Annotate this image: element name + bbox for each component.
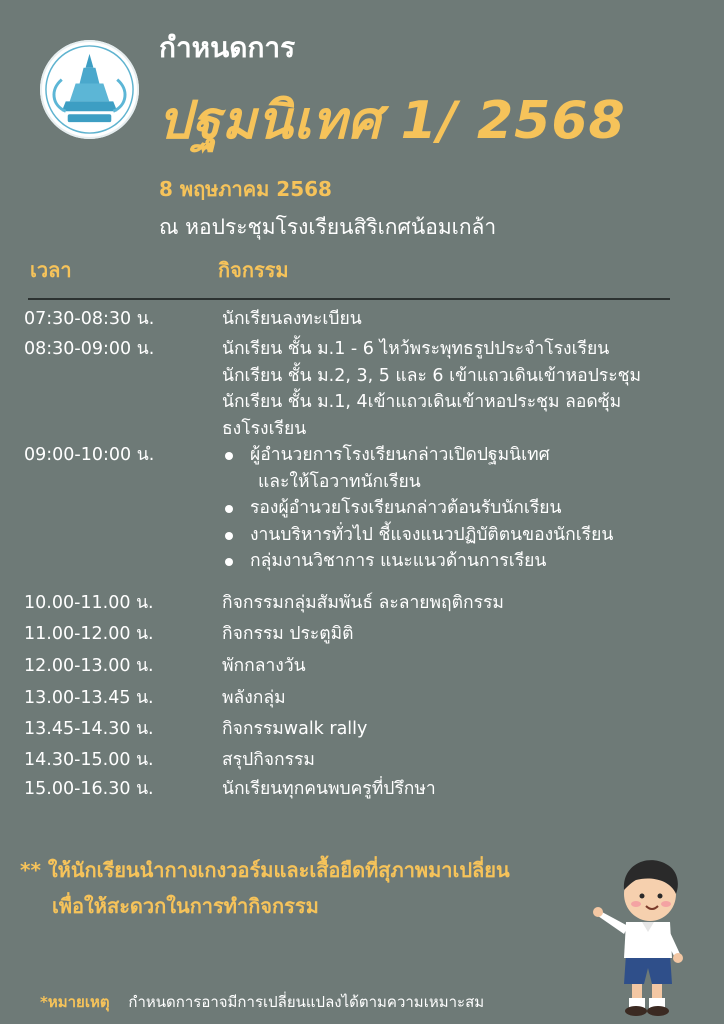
bullet-text: งานบริหารทั่วไป ชี้แจงแนวปฏิบัติตนของนักเรียน xyxy=(250,524,614,545)
column-header-time: เวลา xyxy=(30,258,72,282)
activity-line: กิจกรรมwalk rally xyxy=(222,719,368,739)
note-line-1: ** ให้นักเรียนนำกางเกงวอร์มและเสื้อยืดที่สุภาพมาเปลี่ยน xyxy=(20,858,510,882)
activity-line: นักเรียนลงทะเบียน xyxy=(222,309,362,329)
header-divider xyxy=(28,298,670,300)
activity-line: นักเรียน ชั้น ม.1 - 6 ไหว้พระพุทธรูปประจำโรงเรียน xyxy=(222,339,610,359)
event-date: 8 พฤษภาคม 2568 xyxy=(159,177,332,201)
footer-label: *หมายเหตุ xyxy=(40,993,110,1011)
schedule-activity xyxy=(222,747,692,774)
schedule-activity xyxy=(222,685,692,712)
bullet-text: รองผู้อำนวยโรงเรียนกล่าวต้อนรับนักเรียน xyxy=(250,498,562,518)
dress-code-note xyxy=(20,852,510,924)
event-venue: ณ หอประชุมโรงเรียนสิริเกศน้อมเกล้า xyxy=(159,215,497,239)
header-title: ปฐมนิเทศ 1/ 2568 xyxy=(158,91,626,151)
schedule-time: 09:00-10:00 น. xyxy=(24,445,155,465)
bullet-text-continued: และให้โอวาทนักเรียน xyxy=(258,471,421,492)
schedule-time: 07:30-08:30 น. xyxy=(24,309,155,329)
activity-line: พลังกลุ่ม xyxy=(222,688,286,708)
activity-line: สรุปกิจกรรม xyxy=(222,750,315,770)
schedule-activity xyxy=(222,306,692,333)
activity-line: นักเรียน ชั้น ม.1, 4เข้าแถวเดินเข้าหอประชุม ลอดซุ้ม xyxy=(222,392,622,412)
schedule-activity xyxy=(222,776,692,803)
schedule-time: 11.00-12.00 น. xyxy=(24,624,154,644)
bullet-text: ผู้อำนวยการโรงเรียนกล่าวเปิดปฐมนิเทศ xyxy=(250,445,550,465)
schedule-activity xyxy=(222,621,692,648)
schedule-time: 15.00-16.30 น. xyxy=(24,779,154,799)
note-line-2: เพื่อให้สะดวกในการทำกิจกรรม xyxy=(52,894,319,918)
schedule-time: 13.00-13.45 น. xyxy=(24,688,154,708)
activity-line: นักเรียนทุกคนพบครูที่ปรึกษา xyxy=(222,779,436,799)
activity-line: ธงโรงเรียน xyxy=(222,418,307,439)
activity-bullet xyxy=(222,548,692,575)
schedule-activity xyxy=(222,716,692,743)
schedule-activity xyxy=(222,336,692,442)
schedule-time: 14.30-15.00 น. xyxy=(24,750,154,770)
activity-line: กิจกรรม ประตูมิติ xyxy=(222,624,354,644)
activity-bullet xyxy=(222,522,692,549)
activity-bullet-list xyxy=(222,442,692,575)
schedule-time: 10.00-11.00 น. xyxy=(24,593,154,613)
bullet-text: กลุ่มงานวิชาการ แนะแนวด้านการเรียน xyxy=(250,551,547,571)
column-header-activity: กิจกรรม xyxy=(218,258,289,282)
footer-remark xyxy=(40,990,484,1014)
activity-line: นักเรียน ชั้น ม.2, 3, 5 และ 6 เข้าแถวเดินเข้าหอประชุม xyxy=(222,365,642,386)
schedule-activity xyxy=(222,653,692,680)
student-mascot-icon xyxy=(592,850,704,1018)
footer-text: กำหนดการอาจมีการเปลี่ยนแปลงได้ตามความเหมาะสม xyxy=(128,993,485,1011)
schedule-time: 13.45-14.30 น. xyxy=(24,719,154,739)
schedule-time: 12.00-13.00 น. xyxy=(24,656,154,676)
schedule-time: 08:30-09:00 น. xyxy=(24,339,155,359)
activity-bullet xyxy=(222,442,692,495)
schedule-activity xyxy=(222,442,692,575)
schedule-activity xyxy=(222,590,692,617)
header-subtitle: กำหนดการ xyxy=(159,31,296,64)
school-logo-icon xyxy=(40,40,139,139)
activity-line: กิจกรรมกลุ่มสัมพันธ์ ละลายพฤติกรรม xyxy=(222,593,504,613)
activity-line: พักกลางวัน xyxy=(222,656,306,676)
activity-bullet xyxy=(222,495,692,522)
